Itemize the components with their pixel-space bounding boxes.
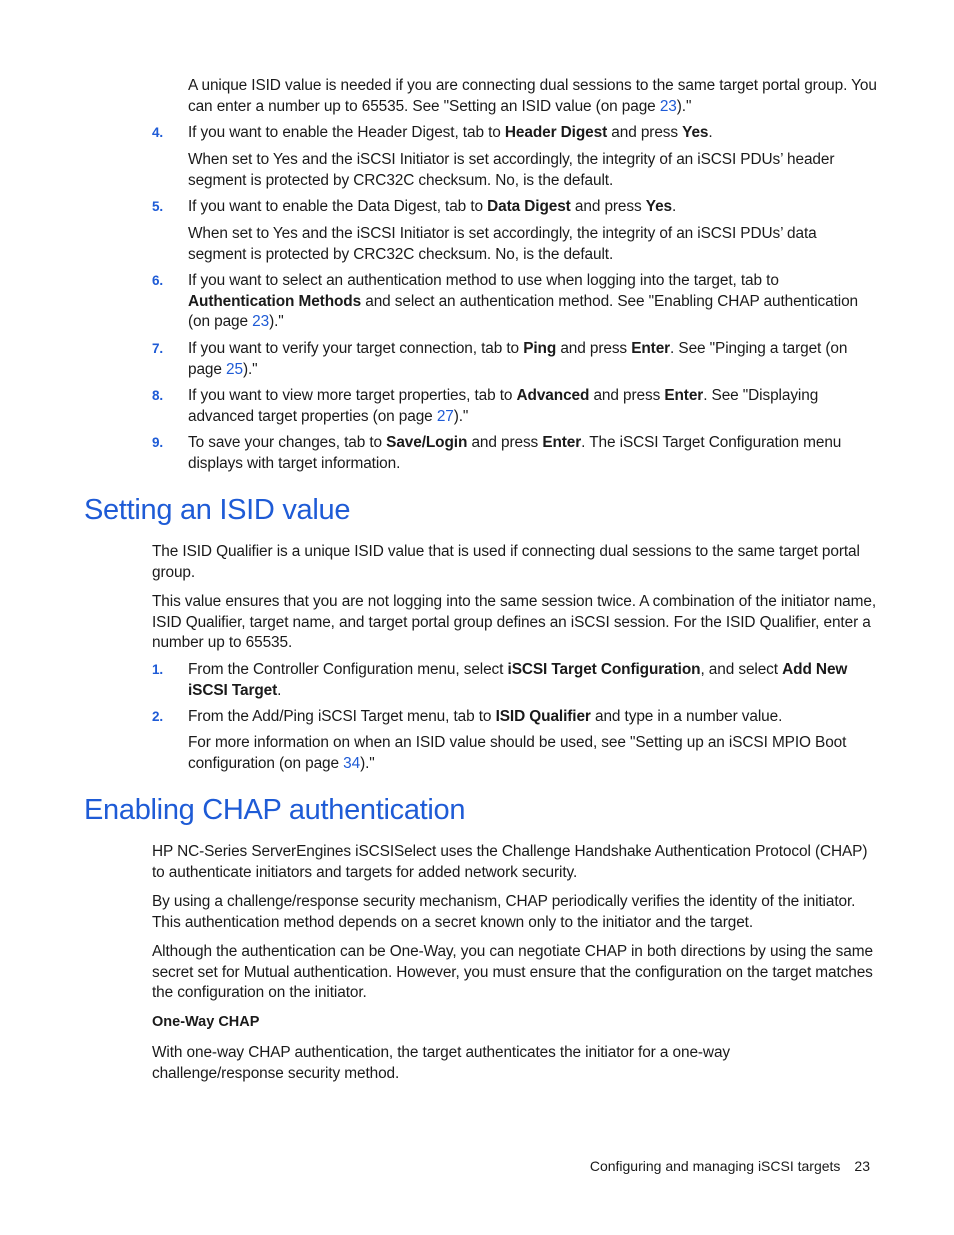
chap-paragraph-3: Although the authentication can be One-Way, you can negotiate CHAP in both directions by using the same secret set for Mutual authentication. However, you must ensure that the configuration on the target matches the configuration on the initiator. — [152, 943, 873, 1002]
step-4: 4. If you want to enable the Header Digest, tab to Header Digest and press Yes. — [152, 123, 878, 144]
page-number: 23 — [854, 1158, 870, 1174]
step-9: 9. To save your changes, tab to Save/Login and press Enter. The iSCSI Target Configuration menu displays with target information. — [152, 434, 842, 472]
step-5: 5. If you want to enable the Data Digest, tab to Data Digest and press Yes. — [152, 197, 878, 218]
page-link[interactable]: 25 — [226, 360, 243, 378]
page-link[interactable]: 23 — [659, 97, 677, 115]
isid-step-2-detail: For more information on when an ISID value should be used, see "Setting up an iSCSI MPIO Boot configuration (on page 34)." — [188, 734, 847, 772]
page-footer — [590, 1158, 870, 1174]
chap-paragraph-2: By using a challenge/response security mechanism, CHAP periodically verifies the identity of the initiator. This authentication method depends on a secret known only to the initiator and the target. — [152, 893, 856, 931]
step-4-detail: When set to Yes and the iSCSI Initiator is set accordingly, the integrity of an iSCSI PDUs’ header segment is protected by CRC32C checksum. No, is the default. — [188, 151, 835, 189]
section-heading-isid: Setting an ISID value — [84, 494, 351, 526]
step-number: 7. — [152, 341, 164, 356]
footer-section-title: Configuring and managing iSCSI targets — [589, 1158, 841, 1174]
step-7: 7. If you want to verify your target connection, tab to Ping and press Enter. See "Pinging a target (on page 25)." — [152, 340, 848, 378]
chap-paragraph-1: HP NC-Series ServerEngines iSCSISelect uses the Challenge Handshake Authentication Protocol (CHAP) to authenticate initiators and targets for added network security. — [152, 843, 868, 881]
step-number: 6. — [152, 273, 164, 288]
step-8: 8. If you want to view more target properties, tab to Advanced and press Enter. See "Displaying advanced target properties (on page 27)." — [152, 387, 819, 425]
page-link[interactable]: 34 — [343, 754, 361, 772]
step-number: 9. — [152, 435, 164, 450]
section-heading-chap: Enabling CHAP authentication — [84, 794, 466, 826]
step-number: 1. — [152, 662, 164, 677]
page-link[interactable]: 23 — [252, 313, 270, 331]
step-5-detail: When set to Yes and the iSCSI Initiator is set accordingly, the integrity of an iSCSI PDUs’ data segment is protected by CRC32C checksum. No, is the default. — [188, 225, 817, 263]
step-number: 5. — [152, 199, 164, 214]
step-number: 8. — [152, 388, 164, 403]
page-link[interactable]: 27 — [436, 407, 454, 425]
isid-step-2: 2. From the Add/Ping iSCSI Target menu, tab to ISID Qualifier and type in a number value. — [152, 707, 878, 728]
intro-paragraph: A unique ISID value is needed if you are connecting dual sessions to the same target portal group. You can enter a number up to 65535. See "Setting an ISID value (on page 23)." — [188, 77, 877, 115]
chap-paragraph-4: With one-way CHAP authentication, the target authenticates the initiator for a one-way challenge/response security method. — [152, 1044, 730, 1082]
isid-step-1: 1. From the Controller Configuration menu, select iSCSI Target Configuration, and select Add New iSCSI Target. — [152, 661, 848, 699]
step-6: 6. If you want to select an authentication method to use when logging into the target, tab to Authentication Methods and select an authentication method. See "Enabling CHAP authentication (on page 23)." — [152, 272, 858, 331]
step-number: 4. — [152, 125, 164, 140]
isid-paragraph-2: This value ensures that you are not logging into the same session twice. A combination of the initiator name, ISID Qualifier, target name, and target portal group defines an iSCSI session. For the ISID Qualifier, enter a number up to 65535. — [152, 593, 876, 652]
subheading-one-way-chap: One-Way CHAP — [152, 1014, 260, 1030]
step-number: 2. — [152, 709, 164, 724]
isid-paragraph-1: The ISID Qualifier is a unique ISID value that is used if connecting dual sessions to the same target portal group. — [152, 543, 860, 581]
